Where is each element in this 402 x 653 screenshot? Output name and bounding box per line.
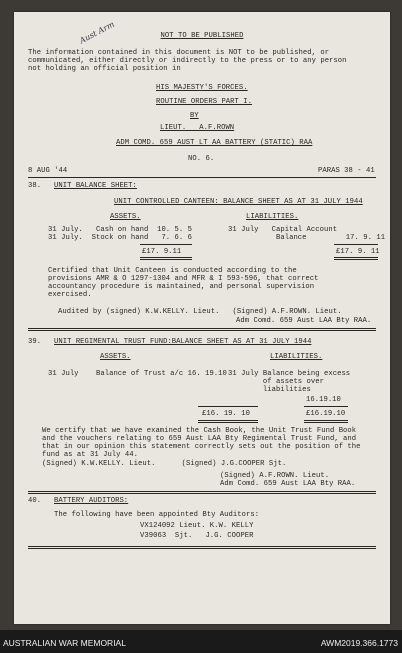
command-heading: ADM COMD. 659 AUST LT AA BATTERY (STATIC) RAA <box>116 139 313 147</box>
section-38-asset-total: £17. 9.11 <box>142 248 182 256</box>
by-label: BY <box>190 112 199 120</box>
section-39-asset-row: 31 July Balance of Trust a/c 16. 19.10 <box>48 370 227 378</box>
officer-name: LIEUT. A.F.ROWN <box>160 124 235 132</box>
section-38-subheading: UNIT CONTROLLED CANTEEN: BALANCE SHEET AS AT 31 JULY 1944 <box>114 198 363 206</box>
forces-heading: HIS MAJESTY'S FORCES. <box>156 84 248 92</box>
classification-heading: NOT TO BE PUBLISHED <box>160 32 244 40</box>
section-39-asset-sum-rule <box>198 406 258 407</box>
intro-line-3: not holding an official position in <box>28 65 181 73</box>
section-38-assets-label: ASSETS. <box>110 213 141 221</box>
section-39-asset-total-rule <box>198 420 258 423</box>
section-39-heading: UNIT REGIMENTAL TRUST FUND:BALANCE SHEET AS AT 31 JULY 1944 <box>54 338 312 346</box>
section-38-heading: UNIT BALANCE SHEET: <box>54 182 137 190</box>
section-38-asset-sum-rule <box>140 244 192 245</box>
section-39-assets-label: ASSETS. <box>100 353 131 361</box>
footer-accession-number: AWM2019.366.1773 <box>320 638 398 648</box>
section-39-liability-row-3: liabilities <box>228 386 311 394</box>
section-39-liabilities-label: LIABILITIES. <box>270 353 323 361</box>
section-38-certify-4: exercised. <box>48 291 92 299</box>
section-38-liability-row-2: Balance 17. 9. 11 <box>228 234 386 242</box>
handwritten-note: Aust Arm <box>78 19 116 46</box>
section-38-certify-2: provisions AMR & O 1297-1304 and MFR & I 593-596, that correct <box>48 275 319 283</box>
section-38-audited: Audited by (signed) K.W.KELLY. Lieut. (Signed) A.F.ROWN. Lieut. <box>58 308 342 316</box>
section-38-liability-total: £17. 9. 11 <box>336 248 380 256</box>
orders-heading: ROUTINE ORDERS PART I. <box>156 98 252 106</box>
section-39-certify-3: that in our opinion this statement correctly sets out the position of the <box>42 443 361 451</box>
section-38-liability-sum-rule <box>334 244 378 245</box>
order-paras: PARAS 38 - 41 <box>318 167 375 175</box>
section-39-signed-command: Adm Comd. 659 Aust LAA Bty RAA. <box>220 480 356 488</box>
section-39-liability-total: £16.19.10 <box>306 410 346 418</box>
section-38-certify-3: accountancy procedure is maintained, and personal supervision <box>48 283 315 291</box>
section-39-liability-total-rule <box>304 420 348 423</box>
section-40-number: 40. <box>28 497 42 505</box>
document-page <box>14 12 390 624</box>
section-40-intro: The following have been appointed Bty Auditors: <box>54 511 260 519</box>
order-number: NO. 6. <box>188 155 215 163</box>
section-38-asset-total-rule <box>140 257 192 260</box>
intro-line-2: communicated, either directly or indirectly to the press or to any person <box>28 57 347 65</box>
section-38-liability-total-rule <box>334 257 378 260</box>
section-38-liability-row-1: 31 July Capital Account <box>228 226 338 234</box>
section-39-certify-1: We certify that we have examined the Cash Book, the Unit Trust Fund Book <box>42 427 357 435</box>
section-39-end-rule <box>28 491 376 494</box>
section-39-liability-sum-rule <box>304 406 348 407</box>
section-39-liability-row-1: 31 July Balance being excess <box>228 370 351 378</box>
caption-bar <box>0 630 402 653</box>
section-38-certify-1: Certified that Unit Canteen is conducted according to the <box>48 267 297 275</box>
section-39-signed-line: (Signed) K.W.KELLY. Lieut. (Signed) J.G.COOPER Sjt. <box>42 460 287 468</box>
auditor-1: VX124092 Lieut. K.W. KELLY <box>140 522 254 530</box>
section-40-heading: BATTERY AUDITORS: <box>54 497 129 505</box>
order-date: 8 AUG '44 <box>28 167 68 175</box>
section-39-liability-row-2: of assets over <box>228 378 324 386</box>
section-39-number: 39. <box>28 338 42 346</box>
section-39-certify-4: fund as at 31 July 44. <box>42 451 138 459</box>
section-40-end-rule <box>28 546 376 549</box>
section-38-asset-row-2: 31 July. Stock on hand 7. 6. 6 <box>48 234 192 242</box>
section-38-end-rule <box>28 328 376 331</box>
section-39-certify-2: and the vouchers relating to 659 Aust LAA Bty Regimental Trust Fund, and <box>42 435 357 443</box>
section-39-signed-officer: (Signed) A.F.ROWN. Lieut. <box>220 472 330 480</box>
auditor-2: V39063 Sjt. J.G. COOPER <box>140 532 254 540</box>
footer-institution: AUSTRALIAN WAR MEMORIAL <box>3 638 126 648</box>
header-rule <box>28 177 376 178</box>
section-38-audited-command: Adm Comd. 659 Aust LAA Bty RAA. <box>236 317 372 325</box>
section-38-liabilities-label: LIABILITIES. <box>246 213 299 221</box>
section-38-asset-row-1: 31 July. Cash on hand 10. 5. 5 <box>48 226 192 234</box>
section-39-liability-value: 16.19.10 <box>306 396 341 404</box>
section-38-number: 38. <box>28 182 42 190</box>
section-39-asset-total: £16. 19. 10 <box>202 410 250 418</box>
intro-line-1: The information contained in this document is NOT to be published, or <box>28 49 330 57</box>
